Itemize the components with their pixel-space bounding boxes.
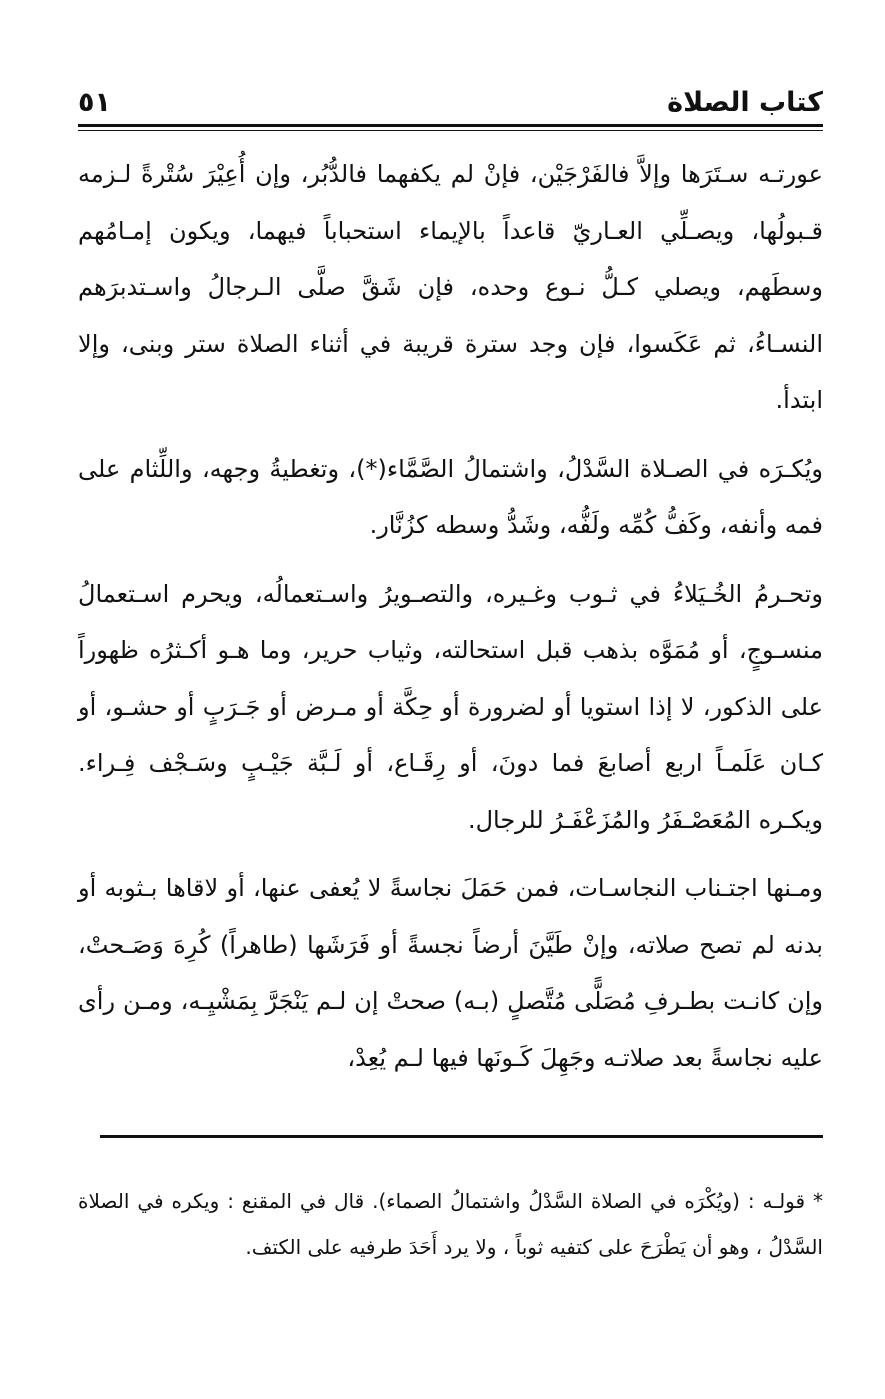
page-number: ٥١ xyxy=(78,87,111,118)
paragraph: ويُكـرَه في الصـلاة السَّدْلُ، واشتمالُ الصَّمَّاء(*)، وتغطيةُ وجهه، واللِّثام على فمه وأنفه، وكَفُّ كُمِّه ولَفُّه، وشَدُّ وسطه كزُنَّار. xyxy=(78,454,823,539)
header-rule-thick xyxy=(78,124,823,127)
header-rule-thin xyxy=(78,130,823,131)
footnote xyxy=(78,1178,823,1270)
page-header xyxy=(78,86,823,120)
paragraph: وتحـرمُ الخُـيَلاءُ في ثـوب وغـيره، والتصـويرُ واسـتعمالُه، ويحرم اسـتعمالُ منسـوجٍ، أو مُمَوَّه بذهب قبل استحالته، وثياب حرير، وما هـو أكـثرُه ظهوراً على الذكور، لا إذا استويا أو لضرورة أو حِكَّة أو مـرض أو جَـرَبٍ أو حشـو، أو كـان عَلَمـاً اربع أصابعَ فما دونَ، أو رِقَـاع، أو لَـبَّة جَيْـبٍ وسَـجْف فِـراء. ويكـره المُعَصْـفَرُ والمُزَعْفَـرُ للرجال. xyxy=(78,579,823,834)
footnote-separator xyxy=(100,1135,823,1138)
paragraph: ومـنها اجتـناب النجاسـات، فمن حَمَلَ نجاسةً لا يُعفى عنها، أو لاقاها بـثوبه أو بدنه لم تصح صلاته، وإنْ طَيَّنَ أرضاً نجسةً أو فَرَشَها (طاهراً) كُرِهَ وَصَـحتْ، وإن كانـت بطـرفِ مُصَلًّى مُتَّصلٍ (بـه) صحتْ إن لـم يَنْجَرَّ بِمَشْيِـه، ومـن رأى عليه نجاسةً بعد صلاتـه وجَهِلَ كَـونَها فيها لـم يُعِدْ، xyxy=(78,874,823,1072)
chapter-title: كتاب الصلاة xyxy=(667,87,823,118)
main-text xyxy=(78,146,823,1098)
footnote-text: * قولـه : (ويُكْرَه في الصلاة السَّدْلُ واشتمالُ الصماء). قال في المقنع : ويكره في الصلاة السَّدْلُ ، وهو أن يَطْرَحَ على كتفيه ثوباً ، ولا يرد أَحَدَ طرفيه على الكتف. xyxy=(78,1189,823,1259)
paragraph: عورتـه سـتَرَها وإلاَّ فالفَرْجَيْن، فإنْ لم يكفهما فالدُّبُر، وإن أُعِيْرَ سُتْرةً لـزمه قـبولُها، ويصـلِّي العـاريّ قاعداً بالإيماء استحباباً فيهما، ويكون إمـامُهم وسطَهم، ويصلي كـلُّ نـوع وحده، فإن شَقَّ صلَّى الـرجالُ واسـتدبرَهم النسـاءُ، ثم عَكَسوا، فإن وجد سترة قريبة في أثناء الصلاة ستر وبنى، وإلا ابتدأ. xyxy=(78,160,823,414)
